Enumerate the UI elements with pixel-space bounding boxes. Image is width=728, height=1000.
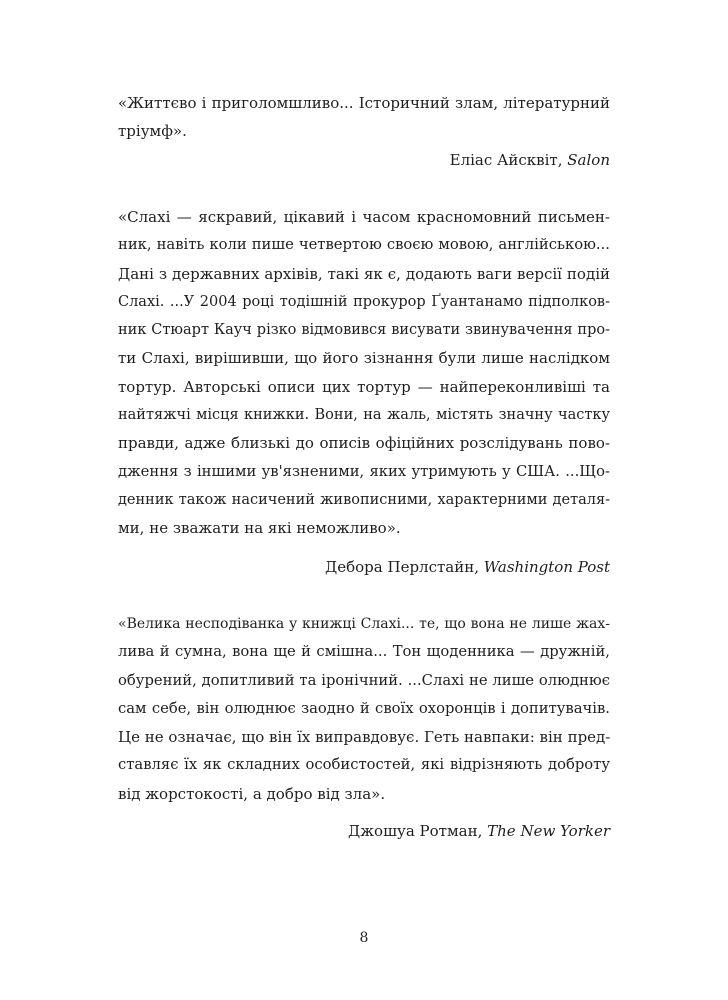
quote-line: ник, навіть коли пише четвертою своєю мовою, англійською... [118, 236, 610, 254]
quote-line: «Життєво і приголомшливо... Історичний злам, літературний [118, 94, 610, 112]
quote-author: Дебора Перлстайн, [325, 558, 479, 576]
quote-line: Дані з державних архівів, такі як є, додають ваги версії подій [118, 264, 610, 283]
page-number: 8 [359, 930, 369, 946]
quote-line: ставляє їх як складних особистостей, які відрізняють доброту [118, 756, 610, 774]
quote-line: тортур. Авторські описи цих тортур — найпереконливіші та [118, 377, 610, 396]
quote-line: найтяжчі місця книжки. Вони, на жаль, містять значну частку [118, 407, 610, 424]
review-quote-3 [118, 610, 610, 808]
quote-line: правди, адже близькі до описів офіційних розслідувань пово- [118, 434, 610, 453]
quote-attribution-2 [325, 553, 610, 581]
quote-source: The New Yorker [487, 822, 610, 840]
quote-line: ми, не зважати на які неможливо». [118, 519, 401, 538]
quote-line: від жорстокості, а добро від зла». [118, 784, 386, 803]
quote-author: Джошуа Ротман, [348, 822, 483, 840]
quote-line: «Велика несподіванка у книжці Слахі... те, що вона не лише жах- [118, 616, 610, 632]
quote-line: Це не означає, що він їх виправдовує. Геть навпаки: він пред- [118, 728, 611, 747]
quote-author: Еліас Айсквіт, [449, 151, 563, 169]
quote-attribution-3 [348, 817, 610, 845]
quote-line: сам себе, він олюднює заодно й своїх охоронців і допитувачів. [118, 699, 610, 717]
quote-line: Слахі. ...У 2004 році тодішній прокурор Ґуантанамо підполков- [118, 293, 610, 310]
quote-source: Salon [567, 151, 610, 169]
review-quote-1 [118, 89, 610, 146]
quote-source: Washington Post [483, 558, 610, 576]
quote-line: дження з іншими ув'язненими, яких утримують у США. ...Що- [118, 462, 610, 480]
quote-line: тріумф». [118, 122, 187, 141]
quote-line: обурений, допитливий та іронічний. ...Слахі не лише олюднює [118, 671, 610, 689]
quote-line: ти Слахі, вирішивши, що його зізнання були лише наслідком [118, 349, 610, 368]
quote-line: ник Стюарт Кауч різко відмовився висувати звинувачення про- [118, 322, 610, 339]
quote-attribution-1 [450, 146, 610, 174]
quote-line: «Слахі — яскравий, цікавий і часом красномовний письмен- [118, 208, 610, 226]
review-quote-2 [118, 203, 610, 543]
quote-line: денник також насичений живописними, характерними деталя- [118, 491, 610, 508]
quote-line: лива й сумна, вона ще й смішна... Тон щоденника — дружній, [118, 643, 610, 661]
